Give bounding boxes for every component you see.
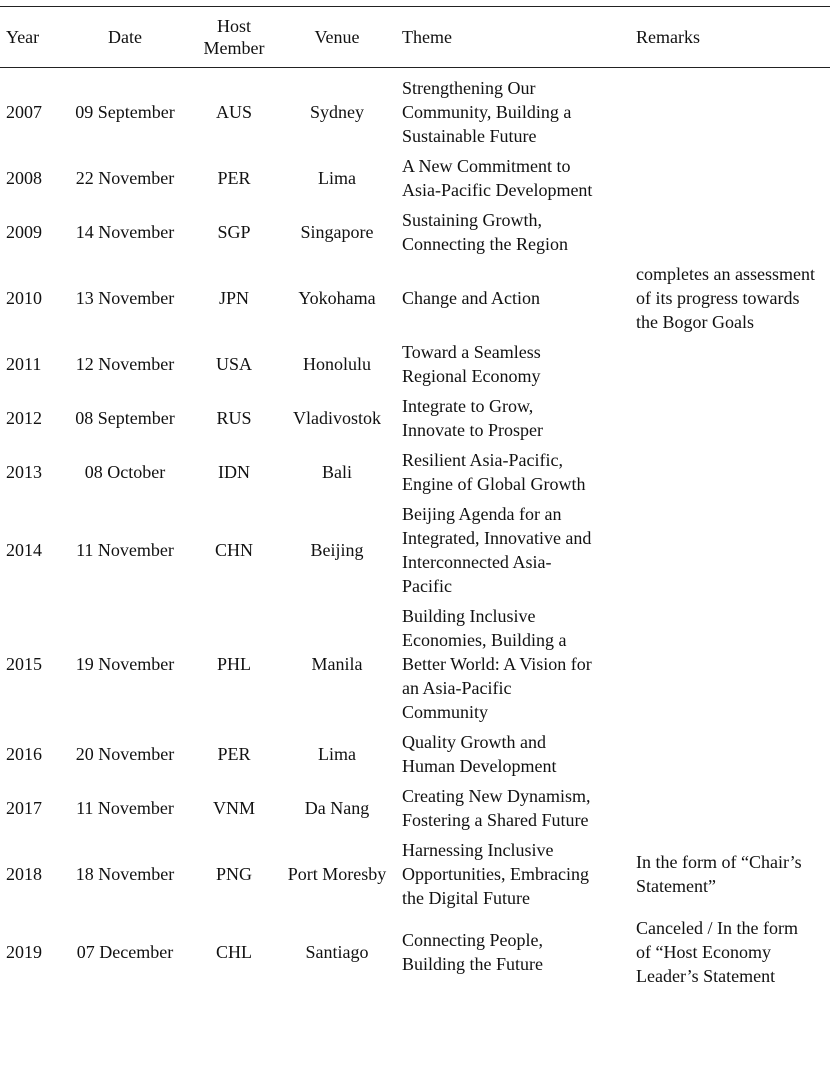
- cell-date-text: 07 December: [76, 942, 174, 962]
- cell-theme-text: Strengthening Our Community, Building a Sustainable Future: [402, 78, 572, 146]
- cell-venue: [276, 68, 398, 152]
- cell-host-member: [192, 499, 276, 601]
- table-row: [0, 601, 830, 727]
- cell-theme-text: Building Inclusive Economies, Building a Better World: A Vision for an Asia-Pacific Community: [402, 606, 592, 722]
- cell-theme-text: Quality Growth and Human Development: [402, 732, 557, 776]
- cell-theme-text: Beijing Agenda for an Integrated, Innovative and Interconnected Asia- Pacific: [402, 504, 592, 596]
- cell-date-text: 11 November: [76, 540, 174, 560]
- cell-theme-text: Creating New Dynamism, Fostering a Shared Future: [402, 786, 591, 830]
- cell-venue: [276, 205, 398, 259]
- cell-host-member-text: VNM: [212, 798, 255, 818]
- cell-date: [58, 337, 192, 391]
- cell-host-member: [192, 601, 276, 727]
- cell-host-member-text: CHL: [216, 942, 252, 962]
- cell-year: [0, 913, 58, 991]
- cell-host-member-text: RUS: [216, 408, 252, 428]
- cell-year-text: 2013: [6, 462, 42, 482]
- cell-venue-text: Bali: [322, 462, 352, 482]
- cell-year: [0, 727, 58, 781]
- cell-remarks-text: In the form of “Chair’s Statement”: [636, 852, 802, 896]
- cell-date-text: 08 October: [84, 462, 166, 482]
- cell-remarks: [632, 445, 830, 499]
- table-row: [0, 391, 830, 445]
- cell-remarks: [632, 337, 830, 391]
- cell-venue: [276, 601, 398, 727]
- cell-host-member-text: IDN: [218, 462, 250, 482]
- cell-date: [58, 835, 192, 913]
- cell-theme: [398, 601, 632, 727]
- table-row: [0, 499, 830, 601]
- table-row: [0, 259, 830, 337]
- cell-theme: [398, 391, 632, 445]
- cell-date: [58, 727, 192, 781]
- cell-date: [58, 259, 192, 337]
- cell-date: [58, 151, 192, 205]
- cell-venue: [276, 499, 398, 601]
- cell-theme-text: Toward a Seamless Regional Economy: [402, 342, 541, 386]
- cell-host-member-text: PER: [217, 744, 251, 764]
- table-row: [0, 445, 830, 499]
- cell-year: [0, 499, 58, 601]
- cell-remarks: [632, 259, 830, 337]
- cell-venue-text: Singapore: [300, 222, 374, 242]
- cell-theme: [398, 781, 632, 835]
- cell-remarks: [632, 913, 830, 991]
- cell-theme-text: Change and Action: [402, 288, 540, 308]
- cell-theme: [398, 835, 632, 913]
- header-row: [0, 7, 830, 68]
- cell-venue: [276, 391, 398, 445]
- cell-year: [0, 205, 58, 259]
- cell-venue-text: Beijing: [310, 540, 364, 560]
- cell-host-member: [192, 835, 276, 913]
- cell-year-text: 2015: [6, 654, 42, 674]
- cell-year: [0, 337, 58, 391]
- cell-year-text: 2011: [6, 354, 42, 374]
- cell-remarks: [632, 68, 830, 152]
- cell-host-member: [192, 68, 276, 152]
- cell-host-member-text: PNG: [215, 864, 252, 884]
- cell-remarks: [632, 601, 830, 727]
- cell-host-member: [192, 337, 276, 391]
- cell-theme: [398, 499, 632, 601]
- cell-year-text: 2008: [6, 168, 42, 188]
- table-body: [0, 68, 830, 992]
- table-row: [0, 913, 830, 991]
- cell-venue-text: Lima: [318, 168, 356, 188]
- cell-venue-text: Da Nang: [304, 798, 370, 818]
- header-theme: Theme: [402, 27, 452, 47]
- cell-venue: [276, 259, 398, 337]
- cell-host-member: [192, 391, 276, 445]
- cell-date-text: 14 November: [75, 222, 175, 242]
- table-row: [0, 68, 830, 152]
- cell-theme: [398, 151, 632, 205]
- cell-host-member-text: SGP: [217, 222, 251, 242]
- cell-theme: [398, 337, 632, 391]
- cell-theme: [398, 205, 632, 259]
- table-row: [0, 835, 830, 913]
- cell-date-text: 18 November: [75, 864, 175, 884]
- cell-venue: [276, 727, 398, 781]
- cell-theme-text: A New Commitment to Asia-Pacific Development: [402, 156, 593, 200]
- cell-date: [58, 601, 192, 727]
- cell-year: [0, 835, 58, 913]
- cell-host-member-text: PER: [217, 168, 251, 188]
- cell-theme-text: Connecting People, Building the Future: [402, 930, 543, 974]
- cell-host-member: [192, 445, 276, 499]
- cell-remarks: [632, 781, 830, 835]
- cell-year-text: 2018: [6, 864, 42, 884]
- cell-date-text: 12 November: [75, 354, 175, 374]
- cell-venue-text: Yokohama: [298, 288, 376, 308]
- cell-remarks-text: Canceled / In the form of “Host Economy Leader’s Statement: [636, 918, 798, 986]
- cell-theme: [398, 445, 632, 499]
- cell-host-member-text: CHN: [214, 540, 253, 560]
- cell-year: [0, 391, 58, 445]
- cell-host-member: [192, 781, 276, 835]
- cell-host-member: [192, 151, 276, 205]
- cell-venue: [276, 151, 398, 205]
- cell-venue: [276, 835, 398, 913]
- cell-year-text: 2014: [6, 540, 42, 560]
- table-header: [0, 7, 830, 68]
- cell-date: [58, 913, 192, 991]
- cell-date-text: 09 September: [75, 102, 175, 122]
- cell-theme: [398, 259, 632, 337]
- cell-date-text: 13 November: [75, 288, 175, 308]
- cell-year-text: 2017: [6, 798, 42, 818]
- cell-theme: [398, 727, 632, 781]
- table-row: [0, 205, 830, 259]
- cell-theme-text: Sustaining Growth, Connecting the Region: [402, 210, 568, 254]
- cell-venue-text: Sydney: [310, 102, 364, 122]
- cell-host-member-text: AUS: [215, 102, 252, 122]
- cell-year-text: 2007: [6, 102, 42, 122]
- cell-year: [0, 151, 58, 205]
- cell-date-text: 22 November: [75, 168, 175, 188]
- cell-year: [0, 259, 58, 337]
- cell-venue-text: Lima: [318, 744, 356, 764]
- cell-venue-text: Port Moresby: [287, 864, 387, 884]
- cell-year: [0, 445, 58, 499]
- cell-remarks: [632, 151, 830, 205]
- cell-date: [58, 499, 192, 601]
- header-venue: Venue: [314, 27, 360, 47]
- cell-date: [58, 68, 192, 152]
- cell-host-member: [192, 205, 276, 259]
- cell-theme: [398, 68, 632, 152]
- cell-year-text: 2016: [6, 744, 42, 764]
- cell-date-text: 19 November: [75, 654, 175, 674]
- cell-host-member: [192, 913, 276, 991]
- apec-meetings-table: [0, 6, 830, 991]
- header-year: Year: [6, 27, 40, 47]
- header-date: Date: [108, 27, 142, 47]
- cell-venue: [276, 445, 398, 499]
- cell-venue: [276, 913, 398, 991]
- cell-venue-text: Manila: [311, 654, 363, 674]
- cell-year-text: 2019: [6, 942, 42, 962]
- header-host-member: Host Member: [203, 16, 265, 58]
- cell-host-member-text: JPN: [218, 288, 249, 308]
- cell-venue-text: Vladivostok: [293, 408, 381, 428]
- cell-remarks: [632, 499, 830, 601]
- cell-venue-text: Santiago: [305, 942, 369, 962]
- cell-year: [0, 601, 58, 727]
- cell-date-text: 11 November: [76, 798, 174, 818]
- cell-theme: [398, 913, 632, 991]
- cell-venue: [276, 781, 398, 835]
- cell-host-member-text: PHL: [216, 654, 251, 674]
- cell-remarks-text: completes an assessment of its progress towards the Bogor Goals: [636, 264, 815, 332]
- cell-date: [58, 781, 192, 835]
- cell-date: [58, 391, 192, 445]
- cell-host-member: [192, 727, 276, 781]
- cell-host-member-text: USA: [215, 354, 252, 374]
- table-row: [0, 727, 830, 781]
- cell-date-text: 08 September: [75, 408, 175, 428]
- cell-remarks: [632, 727, 830, 781]
- cell-host-member: [192, 259, 276, 337]
- cell-year: [0, 68, 58, 152]
- cell-venue: [276, 337, 398, 391]
- cell-theme-text: Resilient Asia-Pacific, Engine of Global Growth: [402, 450, 586, 494]
- table-row: [0, 151, 830, 205]
- cell-year-text: 2009: [6, 222, 42, 242]
- cell-date-text: 20 November: [75, 744, 175, 764]
- cell-remarks: [632, 835, 830, 913]
- table-row: [0, 337, 830, 391]
- header-remarks: Remarks: [636, 27, 700, 47]
- cell-theme-text: Harnessing Inclusive Opportunities, Embracing the Digital Future: [402, 840, 589, 908]
- cell-date: [58, 445, 192, 499]
- cell-theme-text: Integrate to Grow, Innovate to Prosper: [402, 396, 543, 440]
- cell-remarks: [632, 205, 830, 259]
- cell-remarks: [632, 391, 830, 445]
- cell-venue-text: Honolulu: [302, 354, 371, 374]
- cell-date: [58, 205, 192, 259]
- cell-year: [0, 781, 58, 835]
- cell-year-text: 2012: [6, 408, 42, 428]
- cell-year-text: 2010: [6, 288, 42, 308]
- table-row: [0, 781, 830, 835]
